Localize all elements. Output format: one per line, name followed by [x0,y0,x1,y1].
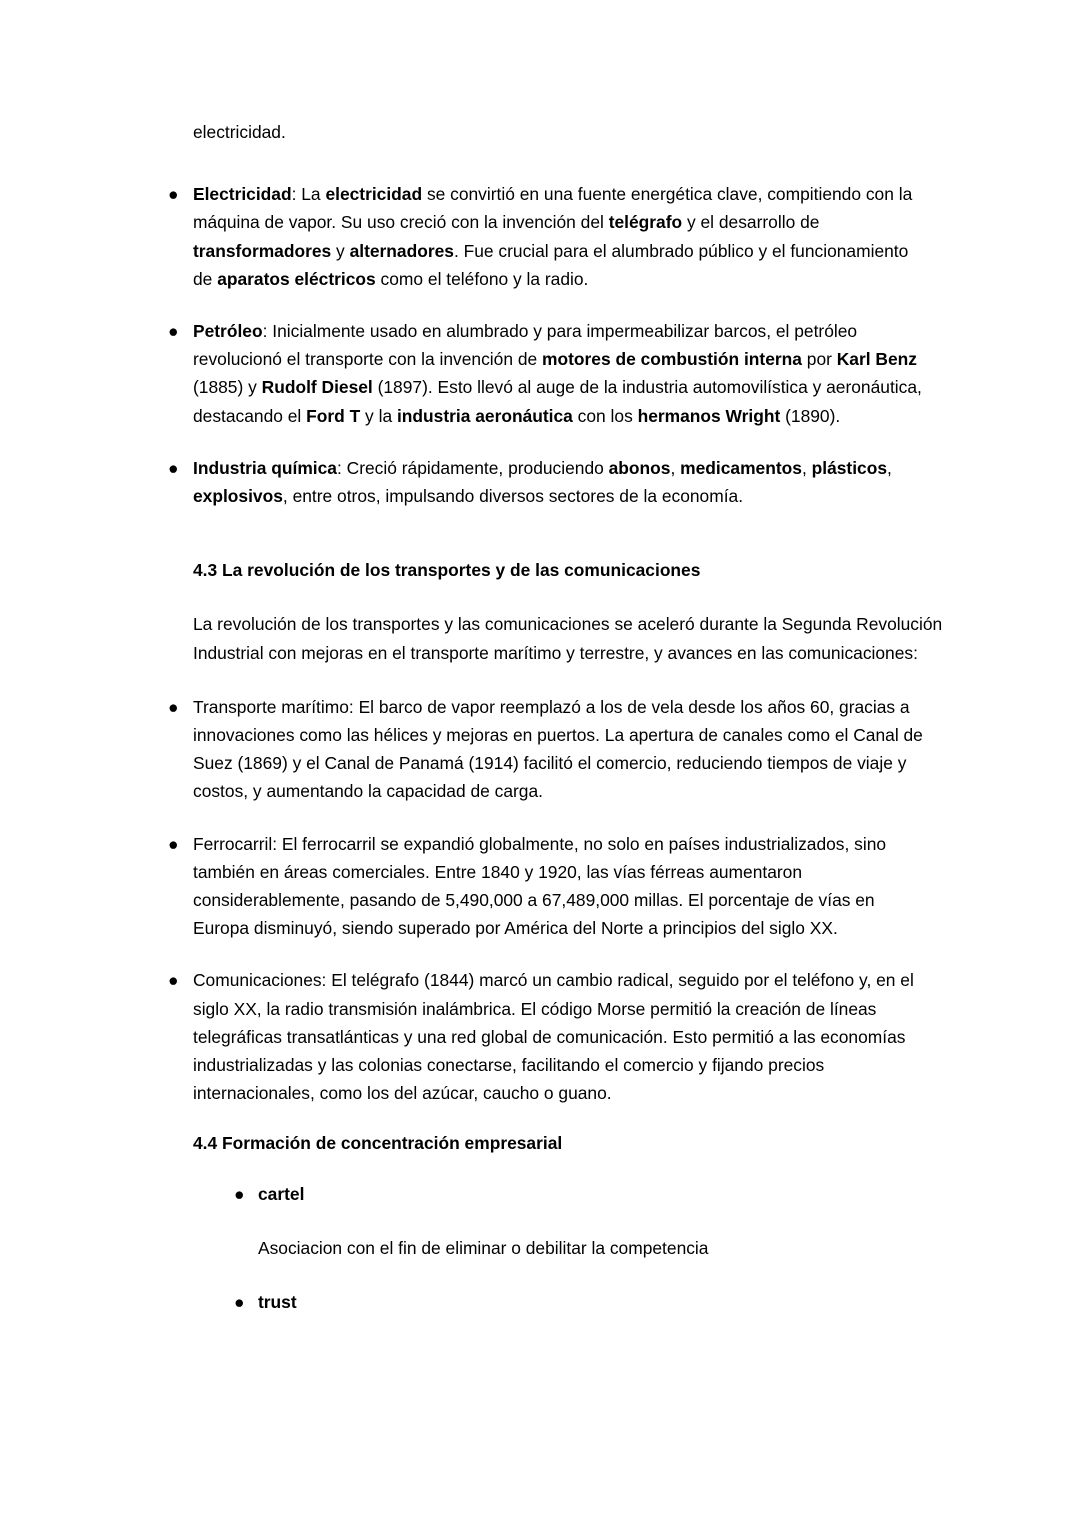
list-item-text: Electricidad: La electricidad se convirtió en una fuente energética clave, compitiendo con la máquina de vapor. Su uso creció con la invención del telégrafo y el desarrollo de transformadores y alternadores. Fue crucial para el alumbrado público y el funcionamiento de aparatos eléctricos como el teléfono y la radio. [193,184,913,289]
bullet-icon: ● [234,1292,245,1313]
list-item-petroleo [168,317,930,430]
spacer [168,667,955,693]
list-item-text: Transporte marítimo: El barco de vapor reemplazó a los de vela desde los años 60, gracias a innovaciones como las hélices y mejoras en puertos. La apertura de canales como el Canal de Suez (1869) y el Canal de Panamá (1914) facilitó el comercio, reduciendo tiempos de viaje y costos, y aumentando la capacidad de carga. [193,696,923,802]
list-item-transporte-maritimo [168,693,930,806]
spacer [168,510,955,556]
list-item-label: trust [258,1292,297,1313]
spacer [168,1262,955,1288]
energy-sources-list [168,180,955,510]
spacer [168,146,955,180]
bullet-icon: ● [168,457,179,478]
spacer [168,584,955,610]
spacer [168,293,930,317]
spacer [168,942,930,966]
document-body [168,118,955,1316]
heading-4-4: 4.4 Formación de concentración empresarial [193,1133,563,1154]
spacer [168,1107,955,1129]
bullet-icon: ● [168,970,179,991]
list-item-industria-quimica [168,454,930,510]
list-item-comunicaciones [168,966,930,1107]
concentration-list-2 [234,1288,955,1316]
list-item-text: Ferrocarril: El ferrocarril se expandió globalmente, no solo en países industrializados, sino también en áreas comerciales. Entre 1840 y 1920, las vías férreas aumentaron considerablemente, pasando de 5,490,000 a 67,489,000 millas. El porcentaje de vías en Europa disminuyó, siendo superado por América del Norte a principios del siglo XX. [193,833,887,939]
bullet-icon: ● [168,696,179,717]
transport-list [168,693,955,1108]
heading-4-3: 4.3 La revolución de los transportes y de las comunicaciones [193,560,701,581]
spacer [168,1158,955,1180]
list-item-electricidad [168,180,930,293]
list-item-text: Comunicaciones: El telégrafo (1844) marcó un cambio radical, seguido por el teléfono y, en el siglo XX, la radio transmisión inalámbrica. El código Morse permitió la creación de líneas telegráficas transatlánticas y una red global de comunicación. Esto permitió a las economías industrializadas y las colonias conectarse, facilitando el comercio y fijando precios internacionales, como los del azúcar, caucho o guano. [193,970,914,1104]
concentration-list [234,1180,955,1208]
list-item-text: Industria química: Creció rápidamente, produciendo abonos, medicamentos, plásticos, explosivos, entre otros, impulsando diversos sectores de la economía. [193,457,892,507]
bullet-icon: ● [168,321,179,342]
list-item-trust [234,1288,934,1316]
bullet-icon: ● [168,184,179,205]
spacer [168,806,930,830]
intro-paragraph-4-3: La revolución de los transportes y las comunicaciones se aceleró durante la Segunda Revolución Industrial con mejoras en el transporte marítimo y terrestre, y avances en las comunicaciones: [193,614,943,663]
list-item-ferrocarril [168,830,930,943]
spacer [168,430,930,454]
spacer [168,1208,955,1234]
bullet-icon: ● [168,833,179,854]
cartel-definition: Asociacion con el fin de eliminar o debilitar la competencia [258,1237,709,1258]
list-item-text: Petróleo: Inicialmente usado en alumbrado y para impermeabilizar barcos, el petróleo revolucionó el transporte con la invención de motores de combustión interna por Karl Benz (1885) y Rudolf Diesel (1897). Esto llevó al auge de la industria automovilística y aeronáutica, destacando el Ford T y la industria aeronáutica con los hermanos Wright (1890). [193,321,922,426]
orphan-line: electricidad. [193,122,286,142]
bullet-icon: ● [234,1183,245,1204]
list-item-cartel [234,1180,934,1208]
list-item-label: cartel [258,1183,305,1204]
